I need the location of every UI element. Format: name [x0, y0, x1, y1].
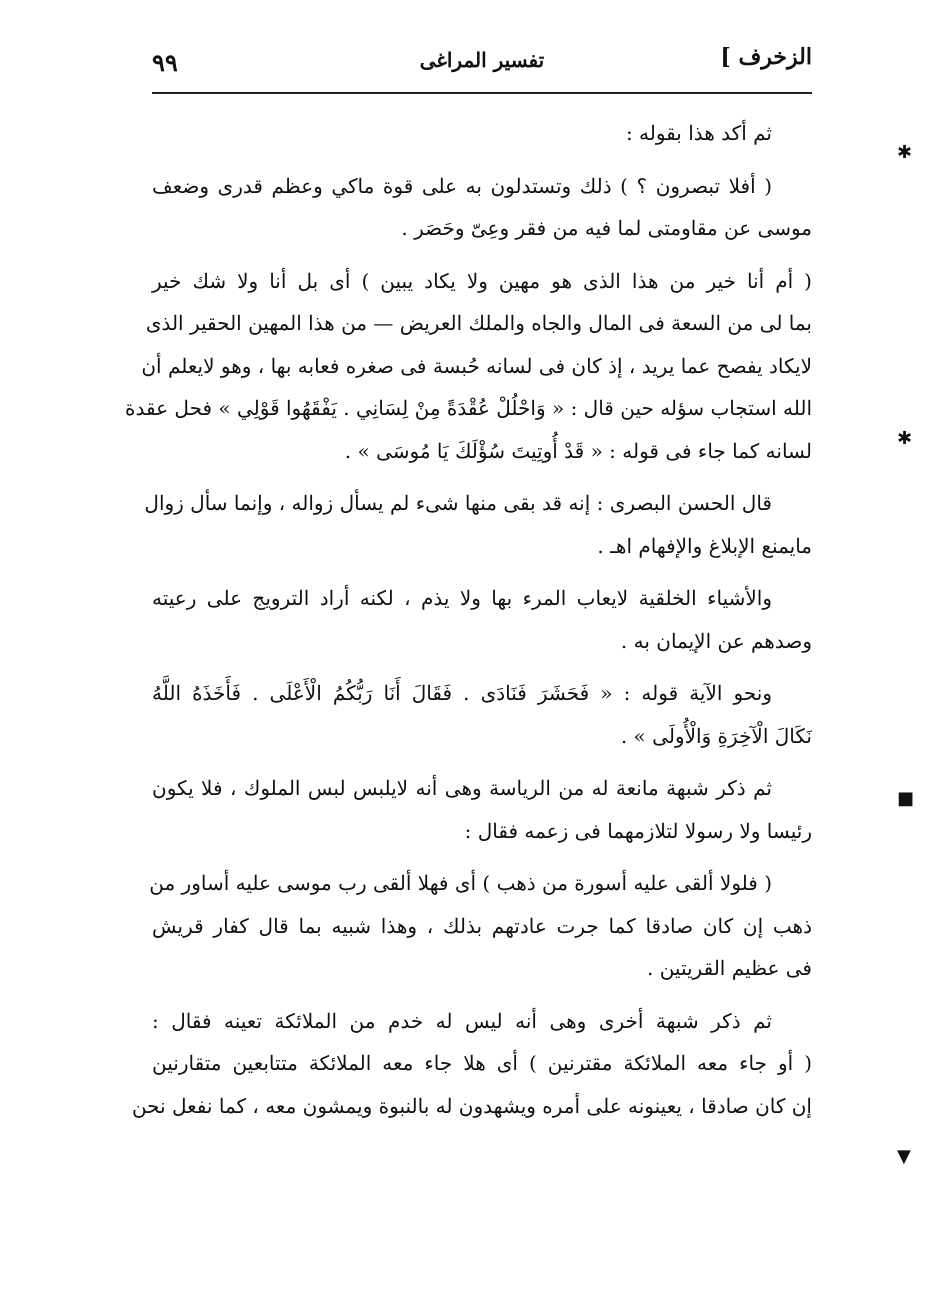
text-line: لايكاد يفصح عما يريد ، إذ كان فى لسانه حُبسة فى صغره فعابه بها ، وهو لايعلم أن	[141, 353, 812, 378]
text-line: بما لى من السعة فى المال والجاه والملك العريض — من هذا المهين الحقير الذى	[145, 311, 812, 335]
paragraph-gap	[152, 757, 812, 767]
text-line: مايمنع الإبلاغ والإفهام اهـ .	[597, 533, 812, 558]
text-line: رئيسا ولا رسولا لتلازمهما فى زعمه فقال :	[464, 818, 812, 843]
text-line: ثم ذكر شبهة مانعة له من الرياسة وهى أنه لايلبس لبس الملوك ، فلا يكون	[152, 776, 772, 800]
paragraph	[152, 672, 812, 757]
text-line: ( أو جاء معه الملائكة مقترنين ) أى هلا جاء معه الملائكة متتابعين متقارنين	[152, 1051, 812, 1075]
text-line: قال الحسن البصرى : إنه قد بقى منها شىء لم يسأل زواله ، وإنما سأل زوال	[144, 491, 772, 515]
paragraph-gap	[152, 567, 812, 577]
text-line: موسى عن مقاومتى لما فيه من فقر وعِىّ وحَصَر .	[401, 216, 812, 240]
book-title: تفسير المراغى	[419, 48, 545, 72]
running-header	[152, 40, 812, 90]
text-line: فى عظيم القريتين .	[646, 956, 812, 980]
header-rule	[152, 92, 812, 94]
margin-mark-icon: ■	[897, 788, 915, 809]
margin-mark-icon: ▼	[897, 1146, 911, 1167]
text-line: ( أفلا تبصرون ؟ ) ذلك وتستدلون به على قوة ماكي وعظم قدرى وضعف	[152, 173, 772, 198]
paragraph-gap	[152, 662, 812, 672]
text-line: نَكَالَ الْآخِرَةِ وَالْأُولَى » .	[620, 723, 812, 748]
paragraph	[152, 112, 812, 155]
text-line: الله استجاب سؤله حين قال : « وَاحْلُلْ عُقْدَةً مِنْ لِسَانِي . يَفْقَهُوا قَوْلِي » فحل عقدة	[125, 396, 812, 420]
paragraph	[125, 260, 812, 473]
paragraph-gap	[152, 990, 812, 1000]
margin-mark-icon: ✱	[897, 142, 913, 163]
margin-mark-icon: ✱	[897, 428, 913, 449]
paragraph	[131, 1000, 812, 1128]
page-number: ٩٩	[152, 48, 178, 77]
text-line: ( فلولا ألقى عليه أسورة من ذهب ) أى فهلا ألقى رب موسى عليه أساور من	[149, 871, 772, 895]
paragraph-gap	[152, 852, 812, 862]
text-line: ثم أكد هذا بقوله :	[625, 121, 772, 145]
surah-name: الزخرف ]	[720, 44, 812, 70]
text-line: ( أم أنا خير من هذا الذى هو مهين ولا يكاد يبين ) أى بل أنا ولا شك خير	[152, 268, 812, 293]
paragraph-gap	[152, 250, 812, 260]
text-line: وصدهم عن الإيمان به .	[620, 628, 812, 653]
paragraph	[144, 482, 812, 567]
paragraph-gap	[152, 155, 812, 165]
text-line: لسانه كما جاء فى قوله : « قَدْ أُوتِيتَ سُؤْلَكَ يَا مُوسَى » .	[344, 438, 812, 463]
text-line: والأشياء الخلقية لايعاب المرء بها ولا يذم ، لكنه أراد الترويج على رعيته	[152, 586, 772, 610]
text-line: ذهب إن كان صادقا كما جرت عادتهم بذلك ، وهذا شبيه بما قال كفار قريش	[152, 913, 812, 938]
paragraph	[152, 577, 812, 662]
text-line: ونحو الآية قوله : « فَحَشَرَ فَنَادَى . فَقَالَ أَنَا رَبُّكُمُ الْأَعْلَى . فَأَخَذَهُ اللَّهُ	[152, 681, 772, 705]
paragraph-gap	[152, 472, 812, 482]
paragraph	[149, 862, 812, 990]
text-line: ثم ذكر شبهة أخرى وهى أنه ليس له خدم من الملائكة تعينه فقال :	[152, 1008, 772, 1033]
text-line: إن كان صادقا ، يعينونه على أمره ويشهدون له بالنبوة ويمشون معه ، كما نفعل نحن	[131, 1093, 812, 1118]
body-text	[125, 112, 812, 1127]
paragraph	[152, 165, 812, 250]
paragraph	[152, 767, 812, 852]
